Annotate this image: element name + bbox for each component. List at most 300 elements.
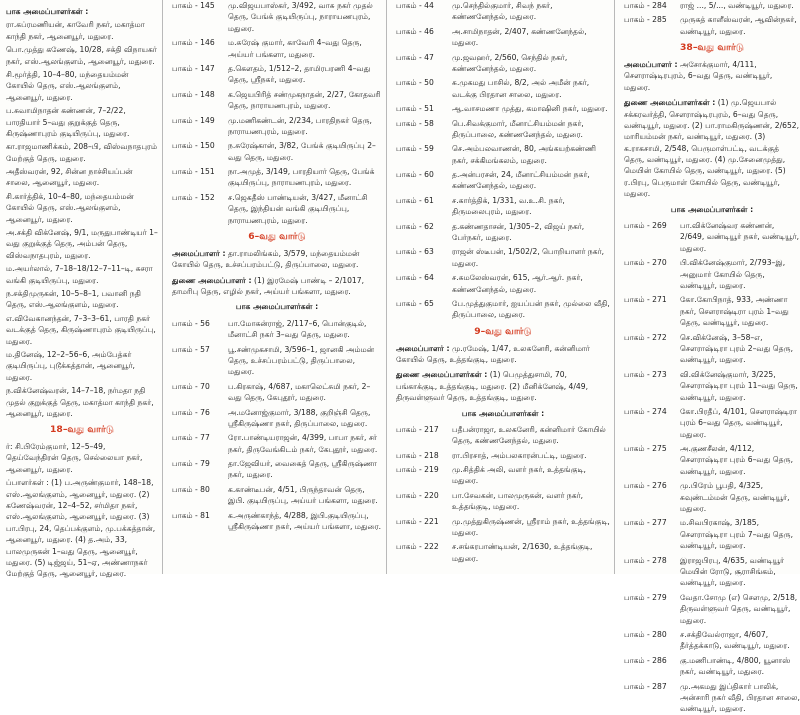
booth-entry	[172, 63, 382, 86]
booth-label: பாகம் -	[396, 542, 422, 552]
booth-number	[172, 0, 228, 34]
booth-entry	[396, 195, 610, 218]
booth-label: பாகம் -	[172, 89, 198, 99]
role-label: துணை அமைப்பாளர் :	[172, 275, 252, 285]
organiser-list	[6, 19, 158, 419]
booth-entry	[396, 246, 610, 269]
booth-organiser: கு.மணிபாண்டி, 4/800, யூனாஸ் நகர், வண்டியூர், மதுரை.	[680, 655, 791, 677]
booth-number-value: 287	[652, 681, 667, 691]
booth-entry	[396, 143, 610, 166]
booth-number	[624, 681, 680, 715]
organiser-entry: ந.விக்னேஷ்வரன், 14–7–18, நர்மதா நதி முதல் குறுக்குத் தெரு, மகாத்மா காந்தி நகர், ஆனையூர், மதுரை.	[6, 386, 154, 418]
subsection-heading: பாக அமைப்பாளர்கள் :	[670, 204, 754, 214]
booth-label: பாகம் -	[396, 52, 422, 62]
booth-number	[172, 344, 228, 378]
booth-number	[624, 406, 680, 440]
booth-label: பாகம் -	[172, 344, 198, 354]
booth-number-value: 65	[424, 298, 434, 308]
organiser-entry: பொ.முத்து கணேஷ், 10/28, சக்தி விநாயகர் நகர், எஸ்.ஆலங்குளம், ஆனையூர், மதுரை.	[6, 45, 157, 66]
booth-number-value: 63	[424, 247, 434, 257]
booth-entry	[624, 369, 800, 403]
booth-organiser: ராஜன் ஸ்டீபன், 1/502/2, பொறியாளர் நகர், மதுரை.	[452, 247, 605, 268]
booth-list	[624, 220, 800, 715]
booth-entry	[172, 0, 382, 34]
booth-entry	[624, 332, 800, 366]
ward-heading: 18–வது வார்டு	[50, 424, 114, 436]
booth-number-value: 222	[424, 542, 439, 552]
booth-number-value: 274	[652, 406, 667, 416]
organiser-text: தா.ராமலிங்கம், 3/579, மந்தையம்மன் கோயில் தெரு, உச்சப்பரம்பட்டு, திருப்பாலை, மதுரை.	[172, 248, 360, 270]
booth-number	[396, 103, 452, 114]
booth-organiser: பி.விக்னேஷ்குமார், 2/793–இ, அனுமார் கோயில் தெரு, வண்டியூர், மதுரை.	[680, 258, 786, 290]
booth-organiser: பா.மோகன்ராஜ், 2/117–6, பொன்குடில், மீனாட்சி நகர் 3–வது தெரு, மதுரை.	[228, 318, 367, 340]
booth-number	[624, 480, 680, 514]
booth-number	[624, 517, 680, 551]
booth-label: பாகம் -	[396, 144, 422, 154]
booth-number-value: 56	[200, 318, 210, 328]
booth-label: பாகம் -	[396, 118, 422, 128]
booth-label: பாகம் -	[624, 406, 650, 416]
booth-label: பாகம் -	[396, 1, 422, 10]
booth-entry	[396, 26, 610, 49]
booth-number	[172, 407, 228, 430]
booth-organiser: பே.முத்துகுமார், ஐயப்பன் நகர், முல்லை வீதி, திருப்பாலை, மதுரை.	[452, 298, 610, 320]
booth-number	[172, 115, 228, 138]
booth-entry	[624, 655, 800, 678]
booth-number-value: 50	[424, 78, 434, 88]
booth-number	[396, 26, 452, 49]
booth-number	[624, 332, 680, 366]
booth-entry	[172, 432, 382, 455]
organiser-entry: கா.ராஜமாணிக்கம், 208–பி, விஸ்வநாதபுரம் மேற்குத் தெரு, மதுரை.	[6, 142, 158, 163]
booth-entry	[396, 77, 610, 100]
booth-entry	[396, 490, 610, 513]
booth-list	[396, 424, 610, 564]
booth-number	[396, 464, 452, 487]
booth-label: பாகம் -	[624, 592, 650, 602]
booth-number-value: 151	[200, 167, 215, 177]
booth-number-value: 278	[652, 555, 667, 565]
booth-entry	[624, 257, 800, 291]
booth-number-value: 81	[200, 510, 210, 520]
booth-number	[172, 37, 228, 60]
booth-entry	[396, 0, 610, 23]
booth-label: பாகம் -	[396, 298, 422, 308]
booth-label: பாகம் -	[172, 484, 198, 494]
deputy-organiser-line	[624, 97, 800, 200]
organiser-entry: அதீஸ்வரன், 92, சின்ன நாச்சியப்பன் சாலை, ஆனையூர், மதுரை.	[6, 167, 133, 188]
subsection-heading: பாக அமைப்பாளர்கள் :	[235, 302, 319, 312]
booth-number-value: 150	[200, 141, 215, 151]
booth-label: பாகம் -	[172, 510, 198, 520]
booth-organiser: மு.மணிகண்டன், 2/234, பாரதிநகர் தெரு, நாராயணபுரம், மதுரை.	[228, 115, 372, 136]
booth-organiser: கோ.பிரதீப், 4/101, சௌராஷ்டிரா புரம் 6–வது தெரு, வண்டியூர், மதுரை.	[680, 406, 797, 439]
booth-label: பாகம் -	[172, 38, 198, 48]
booth-list	[172, 318, 382, 533]
column-rule	[386, 0, 387, 574]
booth-number-value: 76	[200, 407, 210, 417]
column-1	[0, 0, 162, 579]
booth-number	[624, 369, 680, 403]
booth-organiser: முருகத் காளீஸ்வரன், ஆவின்நகர், வண்டியூர், மதுரை.	[680, 15, 797, 36]
booth-label: பாகம் -	[624, 332, 650, 342]
role-label: அமைப்பாளர் :	[172, 248, 226, 258]
deputy-organiser-text: (1) மு.ஜெயபால் சக்கரவர்த்தி, சௌராஷ்டிரபுரம், 6–வது தெரு, வண்டியூர், மதுரை. (2) பா.ராமகிருஷ்ணன், 2/652, மாரியம்மன் நகர், வண்டியூர், மதுரை. (3) க.ராகசாமி, 2/548, பெருமாள்பட்டி, வடக்குத் தெரு, வண்டியூர், மதுரை. (4) மு.சேனைமுத்து, மெயின் கோயில் தெரு, வண்டியூர், மதுரை. (5) ர.பிரபு, பெருமாள் கோயில் தெரு, வண்டியூர், மதுரை.	[624, 98, 800, 199]
organiser-line	[172, 248, 382, 271]
booth-number-value: 269	[652, 221, 667, 231]
organiser-entry: அ.சக்தி விக்னேஷ், 9/1, மருதுபாண்டியர் 1–வது குறுக்குத் தெரு, அம்பன் தெரு, விஸ்வநாதபுரம், மதுரை.	[6, 228, 158, 260]
booth-label: பாகம் -	[396, 465, 422, 475]
booth-number-value: 284	[652, 1, 667, 10]
booth-entry	[396, 516, 610, 539]
booth-number-value: 145	[200, 1, 215, 10]
booth-entry	[624, 681, 800, 715]
column-rule	[614, 0, 615, 574]
booth-number-value: 44	[424, 1, 434, 10]
booth-label: பாகம் -	[624, 629, 650, 639]
booth-number-value: 79	[200, 459, 210, 469]
booth-number	[172, 89, 228, 112]
booth-label: பாகம் -	[396, 424, 422, 434]
booth-entry	[396, 298, 610, 321]
booth-number	[396, 195, 452, 218]
booth-organiser: பா.விக்னேஷ்வர கண்ணன், 2/649, வண்டியூர் நகர், வண்டியூர், மதுரை.	[680, 221, 800, 253]
booth-organiser: த.கண்ணதாசன், 1/305–2, விஜய் நகர், பேர்நகர், மதுரை.	[452, 221, 585, 243]
deputy-organiser-line	[172, 275, 382, 298]
deputy-organiser-text: (1) பெமுத்துசாமி, 70, பங்காக்குடி, உத்தங்குடி, மதுரை. (2) மீனிக்னேஷ், 4/49, திருவள்ளுவர் தெரு, உத்தங்குடி, மதுரை.	[396, 370, 588, 403]
booth-entry	[624, 592, 800, 626]
booth-organiser: த.அன்பரசன், 24, மீனாட்சியம்மன் நகர், கண்ணனேந்தல், மதுரை.	[452, 170, 590, 191]
booth-entry	[396, 464, 610, 487]
booth-entry	[396, 103, 610, 114]
booth-organiser: ஆ.வாசமணா முத்து, கமாஷினி நகர், மதுரை.	[452, 104, 608, 114]
booth-organiser: க.அருண்காந்த், 4/288, இபி.குடியிருப்பு, ஸ்ரீகிருஷ்ணா நகர், அய்யர் பங்களா, மதுரை.	[228, 510, 382, 532]
booth-organiser: மு.பிரேம் பூபதி, 4/325, சுவுண்டம்மன் தெரு, வண்டியூர், மதுரை.	[680, 481, 790, 514]
booth-entry	[624, 517, 800, 551]
ward-organisers	[6, 441, 158, 580]
organiser-entry: ப்பாளர்கள் : (1) ப.அருண்குமார், 148–18, எஸ்.ஆலங்குளம், ஆனையூர், மதுரை. (2) கணேஷ்வரன், 12–4–52, சர்மிதா நகர், எஸ்.ஆலங்குளம், ஆனையூர், மதுரை. (3) பா.பிரபு, 24, தெப்பக்குளம், மு.பக்கத்தான், ஆனையூர், மதுரை. (4) த.அம், 33, பாலமுருகன் 1–வது தெரு, ஆனையூர், மதுரை. (5) டிஜ்ஜய், 51–ஏ, அண்ணாநகர் மேற்குத் தெரு, ஆனையூர், மதுரை.	[6, 478, 156, 579]
booth-number	[396, 490, 452, 513]
booth-number	[172, 381, 228, 404]
booth-entry	[172, 166, 382, 189]
booth-label: பாகம் -	[172, 141, 198, 151]
booth-entry	[396, 450, 610, 461]
booth-entry	[624, 14, 800, 37]
booth-label: பாகம் -	[172, 63, 198, 73]
booth-organiser: க.ஜெயபிரித் சண்முகநாதன், 2/27, கோதவரி தெரு, நாராயணபுரம், மதுரை.	[228, 89, 381, 111]
booth-organiser: ம.சுரேஷ் குமார், காவேரி 4–வது தெரு, அய்யர் பங்களா, மதுரை.	[228, 38, 362, 59]
booth-number	[396, 272, 452, 295]
booth-number	[172, 432, 228, 455]
booth-organiser: பூ.சண்முகசாமி, 3/596–1, ஜானகி அம்மன் தெரு, உச்சப்பரம்பட்டு, திருப்பாலை, மதுரை.	[228, 344, 375, 377]
booth-label: பாகம் -	[396, 247, 422, 257]
booth-organiser: ரோ.பாண்டியராஜன், 4/399, பாபா நகர், சர் நகர், திருவேங்கிடம் நகர், கேபுதூர், மதுரை.	[228, 433, 378, 454]
booth-entry	[396, 272, 610, 295]
booth-number	[396, 169, 452, 192]
booth-number	[172, 166, 228, 189]
booth-label: பாகம் -	[624, 369, 650, 379]
booth-number	[624, 655, 680, 678]
booth-label: பாகம் -	[624, 481, 650, 491]
booth-entry	[172, 458, 382, 481]
booth-number	[396, 450, 452, 461]
section-heading: பாக அமைப்பாளர்கள் :	[6, 7, 89, 16]
booth-number-value: 280	[652, 629, 667, 639]
booth-organiser: ச.சுமலேஸ்வரன், 615, ஆர்.ஆர். நகர், கண்ணனேந்தல், மதுரை.	[452, 273, 583, 294]
booth-organiser: வேதா.சோமு (எ) சௌமு, 2/518, திருவள்ளுவர் தெரு, வண்டியூர், மதுரை.	[680, 592, 798, 625]
booth-organiser: த.கௌதம், 1/512–2, தாமிரபரணி 4–வது தெரு, ஸ்ரீநகர், மதுரை.	[228, 63, 371, 85]
booth-number	[396, 516, 452, 539]
booth-organiser: ப.கிரகாஷ், 4/687, மகாலெட்சுமி நகர், 2–வது தெரு, கேபுதூர், மதுரை.	[228, 381, 371, 403]
booth-number	[624, 257, 680, 291]
booth-label: பாகம் -	[396, 78, 422, 88]
booth-number	[396, 118, 452, 141]
booth-organiser: ராஜ் ..., 5/..., வண்டியூர், மதுரை.	[680, 1, 794, 10]
booth-organiser: அ.சாமிநாதன், 2/407, கண்ணனேந்தல், மதுரை.	[452, 26, 587, 48]
booth-organiser: அ.மனோஜ்குமார், 3/188, குறிஞ்சி தெரு, ஸ்ரீகிருஷ்ணா நகர், திருப்பாலை, மதுரை.	[228, 407, 371, 428]
booth-number-value: 271	[652, 295, 667, 305]
organiser-entry: ரா.கப்ரமணியன், காவேரி நகர், மகாத்மா காந்தி நகர், ஆனையூர், மதுரை.	[6, 20, 145, 41]
booth-label: பாகம் -	[172, 1, 198, 10]
booth-entry	[172, 140, 382, 163]
booth-number	[396, 77, 452, 100]
ward-heading: 9–வது வார்டு	[474, 325, 532, 337]
booth-number-value: 59	[424, 144, 434, 154]
booth-number-value: 51	[424, 104, 434, 114]
booth-organiser: நா.அமுத், 3/149, பாரதியார் தெரு, பேங்க் குடியிருப்பு, நாராயணபுரம், மதுரை.	[228, 167, 375, 188]
booth-number-value: 285	[652, 15, 667, 25]
booth-number	[624, 555, 680, 589]
booth-organiser: மு.ஜவஹர், 2/560, செந்தில் நகர், கண்ணனேந்தல், மதுரை.	[452, 52, 568, 73]
booth-organiser: வி.விக்னேஷ்குமார், 3/225, சௌராஷ்டிரா புரம் 11–வது தெரு, வண்டியூர், மதுரை.	[680, 369, 798, 402]
booth-entry	[624, 220, 800, 254]
booth-entry	[624, 294, 800, 328]
booth-entry	[172, 37, 382, 60]
booth-number	[624, 14, 680, 37]
booth-entry	[624, 629, 800, 652]
role-label: அமைப்பாளர் :	[396, 343, 450, 353]
booth-number	[172, 510, 228, 533]
booth-entry	[396, 52, 610, 75]
booth-number	[396, 221, 452, 244]
booth-label: பாகம் -	[396, 170, 422, 180]
booth-number-value: 279	[652, 592, 667, 602]
booth-number-value: 58	[424, 118, 434, 128]
booth-label: பாகம் -	[624, 221, 650, 231]
booth-label: பாகம் -	[396, 104, 422, 114]
booth-label: பாகம் -	[396, 221, 422, 231]
booth-number	[624, 592, 680, 626]
booth-number-value: 277	[652, 518, 667, 528]
booth-number-value: 146	[200, 38, 215, 48]
booth-entry	[624, 443, 800, 477]
column-4	[616, 0, 800, 714]
booth-number	[172, 140, 228, 163]
booth-number-value: 272	[652, 332, 667, 342]
booth-number-value: 46	[424, 26, 434, 36]
booth-organiser: பெ.சிவக்குமார், மீனாட்சியம்மன் நகர், திருப்பாலை, கண்ணனேந்தல், மதுரை.	[452, 118, 584, 139]
booth-number-value: 276	[652, 481, 667, 491]
booth-label: பாகம் -	[624, 655, 650, 665]
organiser-entry: ப.சுவாமிநாதன் கண்ணன், 7–2/22, பாரதியார் 5–வது குறுக்குத் தெரு, கிருஷ்ணாபுரம் குடியிருப்பு, மதுரை.	[6, 106, 130, 138]
booth-entry	[396, 541, 610, 564]
booth-number	[624, 443, 680, 477]
booth-organiser: அ.குணசீலன், 4/112, சௌராஷ்டிரா புரம் 6–வது தெரு, வண்டியூர், மதுரை.	[680, 444, 794, 476]
booth-number-value: 60	[424, 170, 434, 180]
booth-number-value: 219	[424, 465, 439, 475]
booth-number	[172, 318, 228, 341]
booth-organiser: ச.சங்கரபாண்டியன், 2/1630, உத்தங்குடி, மதுரை.	[452, 542, 593, 563]
booth-number	[624, 629, 680, 652]
booth-list	[396, 0, 610, 321]
booth-number-value: 221	[424, 516, 439, 526]
booth-entry	[624, 0, 800, 11]
booth-label: பாகம் -	[624, 15, 650, 25]
booth-label: பாகம் -	[172, 192, 198, 202]
booth-organiser: மு.அகமது இப்திகார் பாலிக், அன்சாரி நகர் வீதி, பிரதான சாலை, வண்டியூர், மதுரை.	[680, 681, 800, 714]
booth-number-value: 218	[424, 450, 439, 460]
booth-entry	[624, 406, 800, 440]
booth-number-value: 273	[652, 369, 667, 379]
booth-number-value: 270	[652, 258, 667, 268]
booth-number-value: 149	[200, 115, 215, 125]
booth-number-value: 77	[200, 433, 210, 443]
booth-entry	[396, 221, 610, 244]
booth-organiser: ந.சுரேஷ்கான், 3/82, பேங்க் குடியிருப்பு 2–வது தெரு, மதுரை.	[228, 141, 376, 162]
deputy-organiser-line	[396, 369, 610, 403]
booth-label: பாகம் -	[172, 407, 198, 417]
booth-label: பாகம் -	[172, 381, 198, 391]
booth-number	[624, 220, 680, 254]
booth-entry	[172, 381, 382, 404]
booth-organiser: ச.கார்த்திக், 1/331, வ.உ.சி. நகர், திருமலைபுரம், மதுரை.	[452, 195, 565, 217]
booth-list	[172, 0, 382, 226]
booth-number	[172, 192, 228, 226]
booth-number	[396, 246, 452, 269]
booth-number	[396, 52, 452, 75]
booth-number	[396, 143, 452, 166]
booth-organiser: ச.சக்திவேல்ராஜா, 4/607, தீர்த்தக்காடு, வண்டியூர், மதுரை.	[680, 629, 790, 651]
booth-entry	[172, 510, 382, 533]
booth-organiser: மு.சித்திக் அலி, வளர் நகர், உத்தங்குடி, மதுரை.	[452, 465, 586, 486]
booth-organiser: மு.முத்துகிருஷ்ணன், ஸ்ரீராம் நகர், உத்தங்குடி, மதுரை.	[452, 516, 610, 538]
booth-entry	[172, 484, 382, 507]
booth-label: பாகம் -	[624, 444, 650, 454]
booth-label: பாகம் -	[624, 518, 650, 528]
booth-entry	[172, 318, 382, 341]
booth-organiser: ரா.பிரசாத், அம்பலகாரன்பட்டி, மதுரை.	[452, 450, 587, 460]
ward-heading: 38–வது வார்டு	[680, 42, 744, 54]
booth-number-value: 80	[200, 484, 210, 494]
booth-label: பாகம் -	[396, 195, 422, 205]
booth-number-value: 220	[424, 490, 439, 500]
booth-number-value: 47	[424, 52, 434, 62]
column-rule	[162, 0, 163, 574]
booth-entry	[172, 407, 382, 430]
booth-organiser: பதீபன்ராஜா, உலகனேரி, கன்னிமார் கோயில் தெரு, கண்ணனேந்தல், மதுரை.	[452, 424, 606, 446]
booth-number-value: 64	[424, 273, 434, 283]
booth-organiser: கோ.கோபிநாத், 933, அண்ணா நகர், சௌராஷ்டிரா புரம் 1–வது தெரு, வண்டியூர், மதுரை.	[680, 295, 789, 328]
booth-entry	[172, 115, 382, 138]
booth-label: பாகம் -	[624, 295, 650, 305]
booth-organiser: செ.அம்பலவாணன், 80, அங்கயற்கண்ணி நகர், சக்கிமங்கலம், மதுரை.	[452, 144, 597, 165]
deputy-organiser-text: (1) இரமேஷ் பாண்டி – 2/1017, தாமரிபு தெரு, எழில் நகர், அய்யர் பங்களா, மதுரை.	[172, 275, 364, 296]
booth-number	[172, 458, 228, 481]
organiser-entry: ர்: சி.பிரேம்குமார், 12–5–49, தெய்வேந்திரன் தெரு, செல்லையா நகர், ஆனையூர், மதுரை.	[6, 442, 143, 474]
booth-organiser: க.காண்டீபன், 4/51, பிருந்தாவன் தெரு, இபி. குடியிருப்பு, அய்யர் பங்களா, மதுரை.	[228, 484, 378, 506]
organiser-entry: ம.அயர்லால், 7–18–18/12–7–11–டி, சுசரா வங்கி குடியிருப்பு, மதுரை.	[6, 264, 153, 285]
booth-number-value: 57	[200, 344, 210, 354]
booth-label: பாகம் -	[396, 26, 422, 36]
booth-label: பாகம் -	[172, 433, 198, 443]
booth-number	[396, 424, 452, 447]
booth-number-value: 147	[200, 63, 215, 73]
booth-entry	[624, 555, 800, 589]
subsection-heading: பாக அமைப்பாளர்கள் :	[461, 408, 545, 418]
booth-number-value: 61	[424, 195, 434, 205]
booth-number	[172, 484, 228, 507]
booth-number	[624, 294, 680, 328]
organiser-entry: சி.கார்த்திக், 10–4–80, மந்தையம்மன் கோயில் தெரு, எஸ்.ஆலங்குளம், ஆனையூர், மதுரை.	[6, 191, 134, 224]
booth-label: பாகம் -	[396, 516, 422, 526]
column-3	[388, 0, 614, 574]
booth-entry	[172, 89, 382, 112]
booth-number	[172, 63, 228, 86]
booth-number	[396, 298, 452, 321]
booth-number	[396, 0, 452, 23]
booth-number-value: 62	[424, 221, 434, 231]
booth-label: பாகம் -	[396, 450, 422, 460]
organiser-entry: சி.மூர்த்தி, 10–4–80, மந்தையம்மன் கோயில் தெரு, எஸ்.ஆலங்குளம், ஆனையூர், மதுரை.	[6, 69, 129, 102]
booth-number-value: 275	[652, 444, 667, 454]
booth-organiser: தா.ஜேவியர், வைகைத் தெரு, ஸ்ரீகிருஷ்ணா நகர், மதுரை.	[228, 459, 377, 480]
booth-label: பாகம் -	[172, 115, 198, 125]
booth-number-value: 70	[200, 381, 210, 391]
booth-number-value: 148	[200, 89, 215, 99]
booth-organiser: சு.முகமது பாசில், 8/2, அல் அமீன் நகர், வடக்கு பிரதான சாலை, மதுரை.	[452, 78, 590, 99]
booth-label: பாகம் -	[624, 681, 650, 691]
booth-number-value: 152	[200, 192, 215, 202]
booth-list	[624, 0, 800, 37]
role-label: துணை அமைப்பாளர்கள் :	[624, 98, 716, 108]
booth-label: பாகம் -	[396, 273, 422, 283]
booth-entry	[172, 192, 382, 226]
booth-label: பாகம் -	[624, 1, 650, 10]
booth-label: பாகம் -	[624, 258, 650, 268]
booth-entry	[172, 344, 382, 378]
booth-label: பாகம் -	[396, 490, 422, 500]
organiser-text: அசோக்குமார், 4/111, சௌராஷ்டிரபுரம், 6–வது தெரு, வண்டியூர், மதுரை.	[624, 59, 773, 92]
booth-label: பாகம் -	[172, 318, 198, 328]
booth-entry	[396, 118, 610, 141]
booth-entry	[624, 480, 800, 514]
booth-label: பாகம் -	[172, 459, 198, 469]
booth-organiser: மு.செந்தில்குமார், சிவந் நகர், கண்ணனேந்தல், மதுரை.	[452, 1, 553, 22]
organiser-line	[396, 343, 610, 366]
organiser-entry: எ.விவேகானந்தன், 7–3–3–61, பாரதி நகர் வடக்குத் தெரு, கிருஷ்ணாபுரம் குடியிருப்பு, மதுரை.	[6, 313, 156, 346]
booth-organiser: பா.சேவகன், பாலமுருகன், வளர் நகர், உத்தங்குடி, மதுரை.	[452, 490, 583, 512]
booth-organiser: செ.விக்னேஷ், 3–58–எ, சௌராஷ்டிரா புரம் 2–வது தெரு, வண்டியூர், மதுரை.	[680, 332, 794, 365]
booth-organiser: ச.ஜெகதீஸ் பாண்டியன், 3/427, மீனாட்சி தெரு, இந்தியன் வங்கி குடியிருப்பு, நாராயணபுரம், மதுரை.	[228, 192, 368, 225]
booth-organiser: இராஜபிரபு, 4/635, வண்டியூர் மெயின் ரோடு, சூராசிங்கம், வண்டியூர், மதுரை.	[680, 555, 785, 588]
booth-organiser: ம.சிவபிரகாஷ், 3/185, சௌராஷ்டிரா புரம் 7–வது தெரு, வண்டியூர், மதுரை.	[680, 518, 794, 551]
booth-number	[396, 541, 452, 564]
organiser-entry: ம.தினேஷ், 12–2–56–6, அம்பேத்கர் குடியிருப்பு, புடூக்கத்தான், ஆனையூர், மதுரை.	[6, 349, 135, 382]
booth-number-value: 286	[652, 655, 667, 665]
booth-entry	[396, 424, 610, 447]
booth-number-value: 217	[424, 424, 439, 434]
column-2	[164, 0, 386, 574]
